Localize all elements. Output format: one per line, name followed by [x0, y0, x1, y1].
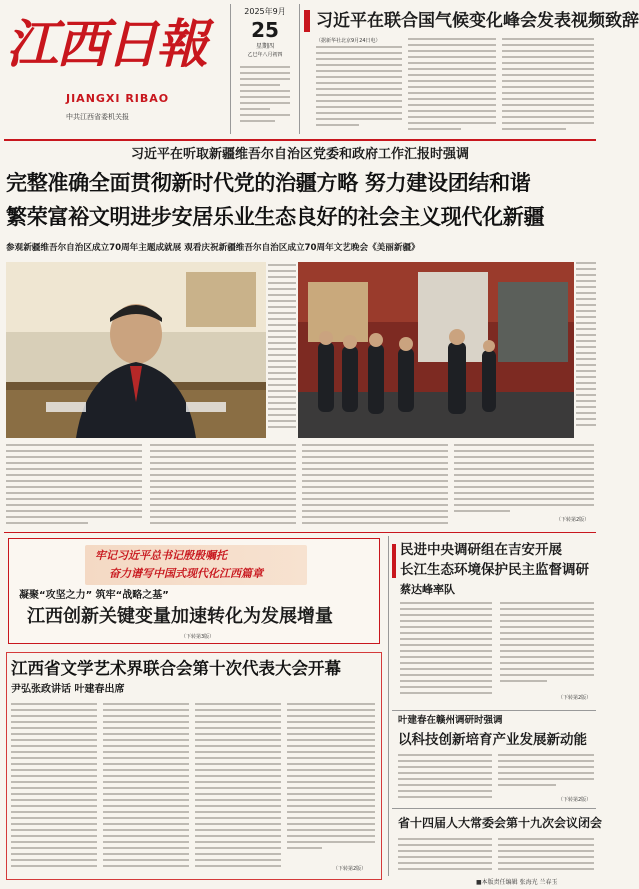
issue-lunar-date: 乙巳年八月初四 [247, 52, 283, 58]
top-story-headline: 习近平在联合国气候变化峰会发表视频致辞 [316, 11, 639, 31]
congress-headline: 江西省文学艺术界联合会第十次代表大会开幕 [11, 659, 341, 678]
right-story-1-body-a [400, 602, 492, 698]
right-story-2-kicker: 叶建春在赣州调研时强调 [398, 715, 503, 726]
speaker-photo-image [6, 262, 266, 438]
newspaper-name-pinyin: JIANGXI RIBAO [66, 92, 170, 105]
newspaper-sponsor: 中共江西省委机关报 [66, 113, 129, 121]
lead-body-col-3 [302, 444, 448, 528]
feature-continued: （下转第3版） [181, 634, 215, 640]
feature-kicker: 凝聚“攻坚之力” 筑牢“战略之基” [19, 590, 169, 601]
right-story-1-body-b [500, 602, 594, 690]
issue-weekday: 星期四 [255, 43, 274, 50]
congress-subheadline: 尹弘张政讲话 叶建春出席 [11, 684, 125, 695]
lead-continued: （下转第2版） [556, 517, 590, 523]
right-story-1-marker [392, 544, 396, 578]
top-story-marker [304, 10, 310, 32]
top-story-lead: （据新华社北京9月24日电） [316, 38, 381, 44]
dateline [232, 6, 298, 134]
right-story-3-body-a [398, 838, 492, 874]
congress-continued: （下转第2版） [333, 866, 367, 872]
right-story-2-body-b [498, 754, 594, 794]
top-story-body-col3 [502, 38, 594, 132]
lead-body-col-2 [150, 444, 296, 528]
photo-caption-right [576, 262, 596, 438]
right-story-1-continued: （下转第2版） [558, 695, 592, 701]
issue-day: 25 [251, 18, 279, 42]
right-story-1 [392, 538, 596, 706]
feature-headline: 江西创新关键变量加速转化为发展增量 [27, 606, 333, 627]
lead-headline-line-2: 繁荣富裕文明进步安居乐业生态良好的社会主义现代化新疆 [6, 205, 545, 229]
exhibition-photo-image [298, 262, 574, 438]
right-story-3 [392, 810, 603, 876]
newspaper-logo: 江西日報 [6, 14, 207, 75]
right-story-2 [392, 712, 596, 808]
photo-caption [268, 262, 296, 438]
top-story [304, 4, 639, 136]
footer-editors: ■本版责任编辑 张海光 兰春玉 [476, 879, 558, 886]
lead-photo-speaker [6, 262, 266, 438]
congress-body-col-2 [103, 703, 189, 873]
feature-banner-line-2: 奋力谱写中国式现代化江西篇章 [109, 567, 263, 580]
lead-photo-exhibition [298, 262, 574, 438]
right-story-2-continued: （下转第2版） [558, 797, 592, 803]
lead-body-col-4 [454, 444, 594, 514]
feature-banner [85, 545, 307, 585]
lead-kicker: 习近平在听取新疆维吾尔自治区党委和政府工作汇报时强调 [130, 147, 469, 162]
right-story-3-body-b [498, 838, 594, 874]
right-story-1-subheadline: 蔡达峰率队 [400, 583, 455, 596]
congress-body-col-3 [195, 703, 281, 873]
right-story-2-headline: 以科技创新培育产业发展新动能 [398, 732, 587, 748]
issue-year-month: 2025年9月 [244, 7, 286, 16]
lead-subheadline: 参观新疆维吾尔自治区成立70周年主题成就展 观看庆祝新疆维吾尔自治区成立70周年文艺晚会《美丽新疆》 [6, 243, 420, 253]
feature-box [8, 538, 380, 644]
top-story-body [316, 46, 402, 132]
right-story-2-body-a [398, 754, 492, 802]
right-story-3-headline: 省十四届人大常委会第十九次会议闭会 [398, 816, 603, 830]
congress-story [6, 652, 382, 880]
masthead [4, 4, 230, 134]
feature-banner-line-1: 牢记习近平总书记殷殷嘱托 [95, 549, 227, 562]
lead-headline-line-1: 完整准确全面贯彻新时代党的治疆方略 努力建设团结和谐 [6, 171, 531, 195]
right-story-1-headline-2: 长江生态环境保护民主监督调研 [400, 562, 589, 578]
congress-body-col-4 [287, 703, 375, 863]
right-story-1-headline-1: 民进中央调研组在吉安开展 [400, 542, 562, 558]
congress-body-col-1 [11, 703, 97, 873]
issue-info-lines [240, 66, 290, 126]
top-story-body-col2 [408, 38, 496, 132]
lead-body-col-1 [6, 444, 142, 528]
